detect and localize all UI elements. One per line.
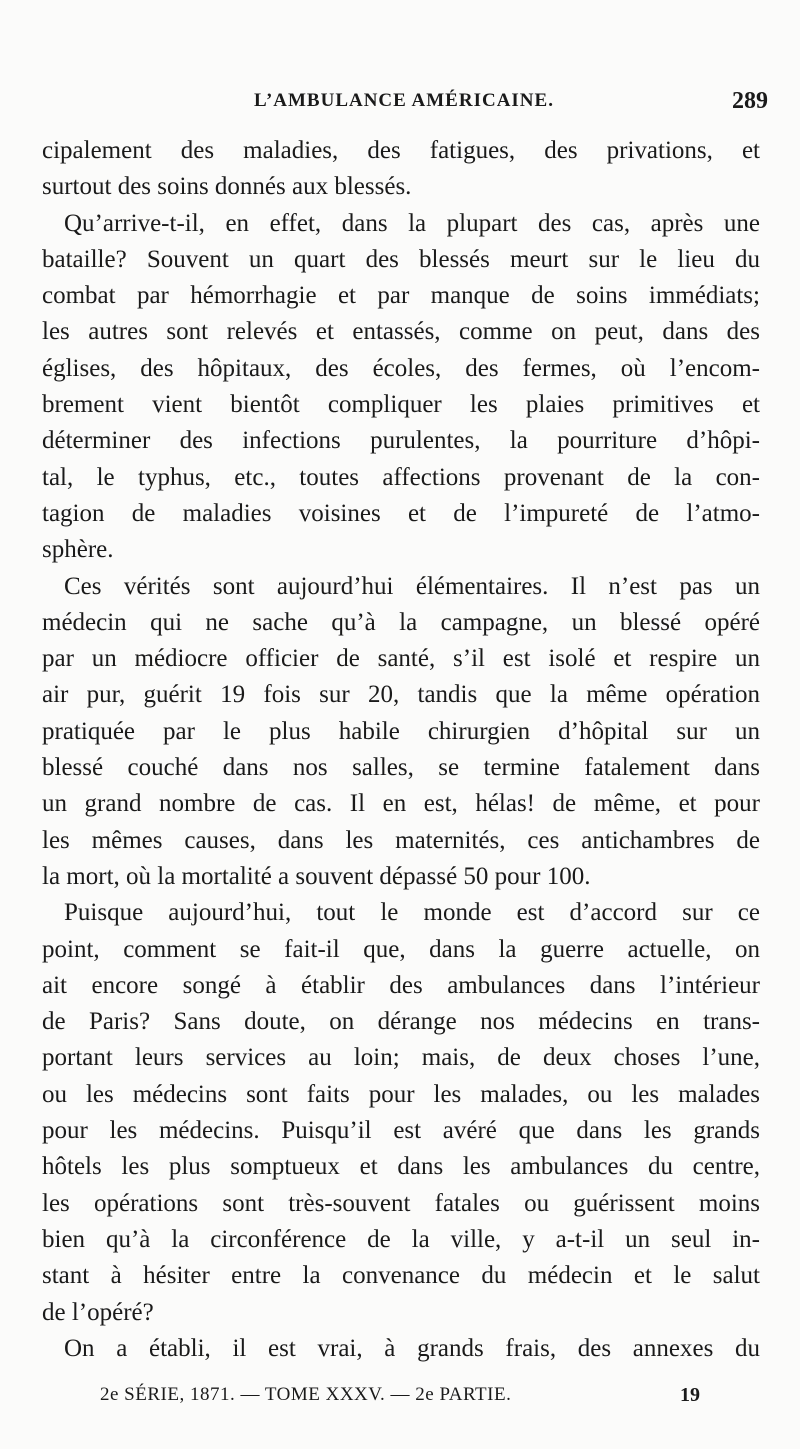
text-line: un grand nombre de cas. Il en est, hélas! de même, et pour bbox=[42, 790, 760, 818]
text-line: sphère. bbox=[42, 536, 114, 564]
text-line: pour les médecins. Puisqu’il est avéré que dans les grands bbox=[42, 1117, 760, 1145]
text-line: tagion de maladies voisines et de l’impureté de l’atmo- bbox=[42, 499, 760, 527]
text-line: stant à hésiter entre la convenance du médecin et le salut bbox=[42, 1262, 760, 1290]
printer-signature: 2e SÉRIE, 1871. — TOME XXXV. — 2e PARTIE. bbox=[100, 1384, 512, 1405]
text-line: Qu’arrive-t-il, en effet, dans la plupart des cas, après une bbox=[64, 209, 760, 237]
text-line: Ces vérités sont aujourd’hui élémentaires. Il n’est pas un bbox=[64, 572, 760, 600]
text-line: déterminer des infections purulentes, la pourriture d’hôpi- bbox=[42, 427, 760, 455]
text-line: tal, le typhus, etc., toutes affections provenant de la con- bbox=[42, 463, 760, 491]
running-title: L’AMBULANCE AMÉRICAINE. bbox=[254, 90, 554, 111]
text-line: surtout des soins donnés aux blessés. bbox=[42, 173, 412, 201]
text-line: On a établi, il est vrai, à grands frais, des annexes du bbox=[64, 1334, 760, 1362]
text-line: médecin qui ne sache qu’à la campagne, un blessé opéré bbox=[42, 608, 760, 636]
footer bbox=[100, 1384, 720, 1412]
running-head bbox=[40, 88, 768, 118]
text-line: les mêmes causes, dans les maternités, ces antichambres de bbox=[42, 826, 760, 854]
text-line: cipalement des maladies, des fatigues, des privations, et bbox=[42, 137, 760, 164]
text-line: portant leurs services au loin; mais, de deux choses l’une, bbox=[42, 1044, 760, 1072]
text-line: brement vient bientôt compliquer les plaies primitives et bbox=[42, 391, 760, 419]
text-line: ait encore songé à établir des ambulances dans l’intérieur bbox=[42, 971, 760, 999]
text-line: les autres sont relevés et entassés, comme on peut, dans des bbox=[42, 318, 760, 346]
text-line: de Paris? Sans doute, on dérange nos médecins en trans- bbox=[42, 1008, 760, 1036]
text-line: pratiquée par le plus habile chirurgien d’hôpital sur un bbox=[42, 717, 760, 745]
text-line: la mort, où la mortalité a souvent dépassé 50 pour 100. bbox=[42, 862, 591, 890]
page-number: 289 bbox=[732, 88, 768, 114]
text-line: bataille? Souvent un quart des blessés meurt sur le lieu du bbox=[42, 245, 760, 273]
text-line: blessé couché dans nos salles, se termine fatalement dans bbox=[42, 754, 760, 782]
text-line: combat par hémorrhagie et par manque de soins immédiats; bbox=[42, 282, 760, 310]
text-line: ou les médecins sont faits pour les malades, ou les malades bbox=[42, 1080, 760, 1108]
text-line: bien qu’à la circonférence de la ville, y a-t-il un seul in- bbox=[42, 1225, 760, 1253]
text-line: point, comment se fait-il que, dans la guerre actuelle, on bbox=[42, 935, 760, 963]
body-text bbox=[42, 133, 760, 1367]
text-line: églises, des hôpitaux, des écoles, des fermes, où l’encom- bbox=[42, 354, 760, 382]
text-line: air pur, guérit 19 fois sur 20, tandis que la même opération bbox=[42, 681, 760, 709]
text-line: hôtels les plus somptueux et dans les ambulances du centre, bbox=[42, 1153, 760, 1181]
text-line: par un médiocre officier de santé, s’il est isolé et respire un bbox=[42, 645, 760, 673]
signature-mark: 19 bbox=[680, 1384, 700, 1406]
text-line: les opérations sont très-souvent fatales ou guérissent moins bbox=[42, 1189, 760, 1217]
text-line: de l’opéré? bbox=[42, 1298, 154, 1326]
text-line: Puisque aujourd’hui, tout le monde est d’accord sur ce bbox=[64, 899, 760, 927]
